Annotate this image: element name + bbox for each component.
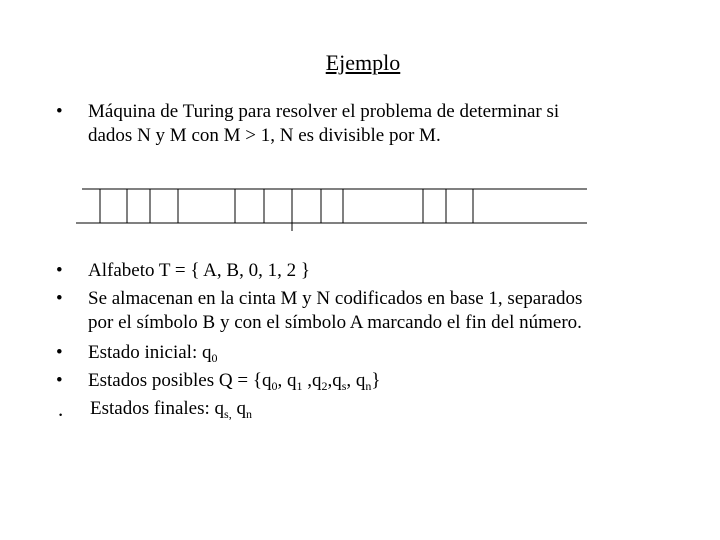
initial-state-label: Estado inicial: q — [88, 342, 212, 363]
qn-sub: n — [365, 379, 372, 393]
initial-state-bullet: • — [56, 342, 63, 363]
possible-states-sep-1: , q — [277, 370, 297, 391]
q1-sub: 1 — [296, 379, 303, 393]
alphabet-bullet: • — [56, 260, 63, 281]
slide-title-text: Ejemplo — [325, 50, 401, 75]
possible-states-sep-4: , q — [346, 370, 366, 391]
possible-states-text — [88, 369, 381, 393]
alphabet-text: Alfabeto T = { A, B, 0, 1, 2 } — [88, 260, 310, 281]
final-states-bullet: . — [58, 397, 64, 421]
final-qn-sub: n — [245, 407, 252, 421]
intro-line-2: dados N y M con M > 1, N es divisible por M. — [88, 125, 441, 146]
initial-state-sub: 0 — [211, 351, 218, 365]
intro-line-1: Máquina de Turing para resolver el problema de determinar si — [88, 101, 560, 122]
possible-states-bullet: • — [56, 370, 63, 391]
final-states-text — [90, 397, 252, 421]
storage-bullet: • — [56, 288, 63, 309]
qs-sub: s — [341, 379, 347, 393]
final-states-label: Estados finales: q — [90, 398, 225, 419]
final-states-sep: q — [231, 398, 246, 419]
final-qs-sub: s, — [224, 407, 232, 421]
intro-bullet: • — [56, 101, 63, 122]
q0-sub: 0 — [271, 379, 278, 393]
possible-states-label: Estados posibles Q = {q — [88, 370, 272, 391]
possible-states-close: } — [371, 370, 381, 391]
possible-states-sep-3: ,q — [327, 370, 342, 391]
initial-state-text — [88, 341, 217, 365]
storage-line-2: por el símbolo B y con el símbolo A marcando el fin del número. — [88, 312, 582, 333]
q2-sub: 2 — [321, 379, 328, 393]
possible-states-sep-2: ,q — [302, 370, 322, 391]
storage-line-1: Se almacenan en la cinta M y N codificados en base 1, separados — [88, 288, 583, 309]
